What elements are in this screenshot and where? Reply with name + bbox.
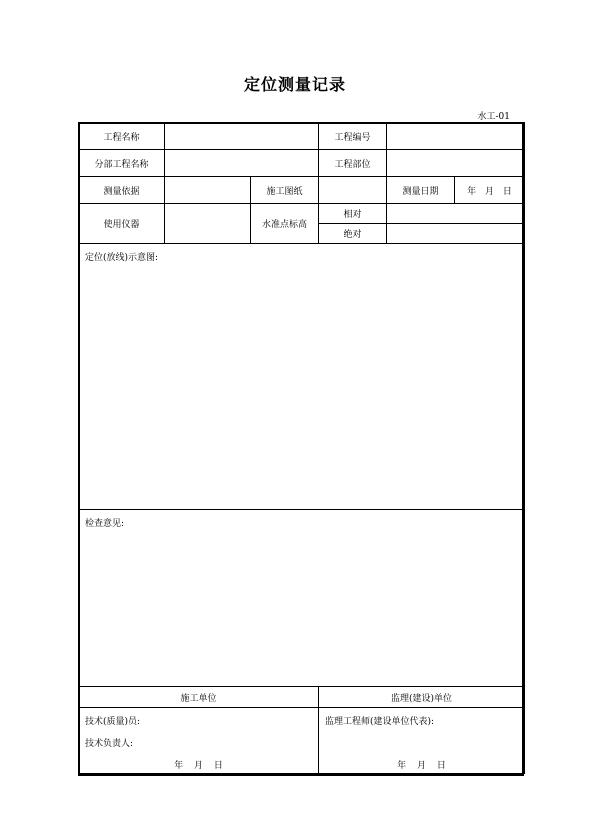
sketch-area[interactable]: [79, 244, 525, 510]
construction-sign-date: 年 月 日: [174, 761, 223, 771]
supervision-unit-header: 监理(建设)单位: [319, 687, 525, 708]
inspection-area[interactable]: [79, 510, 525, 687]
survey-record-table: [78, 122, 525, 774]
project-number-label: 工程编号: [319, 123, 387, 150]
project-name-label: 工程名称: [79, 123, 165, 150]
project-part-field[interactable]: [387, 150, 525, 177]
project-name-field[interactable]: [165, 123, 319, 150]
sketch-label: 定位(放线)示意图:: [85, 253, 159, 263]
supervisor-label: 监理工程师(建设单位代表):: [325, 717, 435, 727]
construction-drawing-label: 施工图纸: [251, 177, 319, 204]
inspection-label: 检查意见:: [85, 519, 125, 529]
absolute-label: 绝对: [319, 224, 387, 244]
form-code: 水工-01: [477, 112, 510, 122]
construction-drawing-field[interactable]: [319, 177, 387, 204]
instrument-label: 使用仪器: [79, 204, 165, 244]
survey-basis-field[interactable]: [165, 177, 251, 204]
survey-basis-label: 测量依据: [79, 177, 165, 204]
project-part-label: 工程部位: [319, 150, 387, 177]
survey-date-label: 测量日期: [387, 177, 455, 204]
construction-unit-header: 施工单位: [79, 687, 319, 708]
supervision-signature-area[interactable]: [319, 708, 525, 774]
sub-project-field[interactable]: [165, 150, 319, 177]
instrument-field[interactable]: [165, 204, 251, 244]
absolute-field[interactable]: [387, 224, 525, 244]
document-title: 定位测量记录: [243, 75, 346, 94]
technician-label: 技术(质量)员:: [85, 717, 141, 727]
benchmark-label: 水准点标高: [251, 204, 319, 244]
survey-date-field[interactable]: 年 月 日: [455, 177, 525, 204]
relative-label: 相对: [319, 204, 387, 224]
relative-field[interactable]: [387, 204, 525, 224]
construction-signature-area[interactable]: [79, 708, 319, 774]
supervision-sign-date: 年 月 日: [397, 761, 446, 771]
tech-lead-label: 技术负责人:: [85, 739, 134, 749]
project-number-field[interactable]: [387, 123, 525, 150]
sub-project-label: 分部工程名称: [79, 150, 165, 177]
